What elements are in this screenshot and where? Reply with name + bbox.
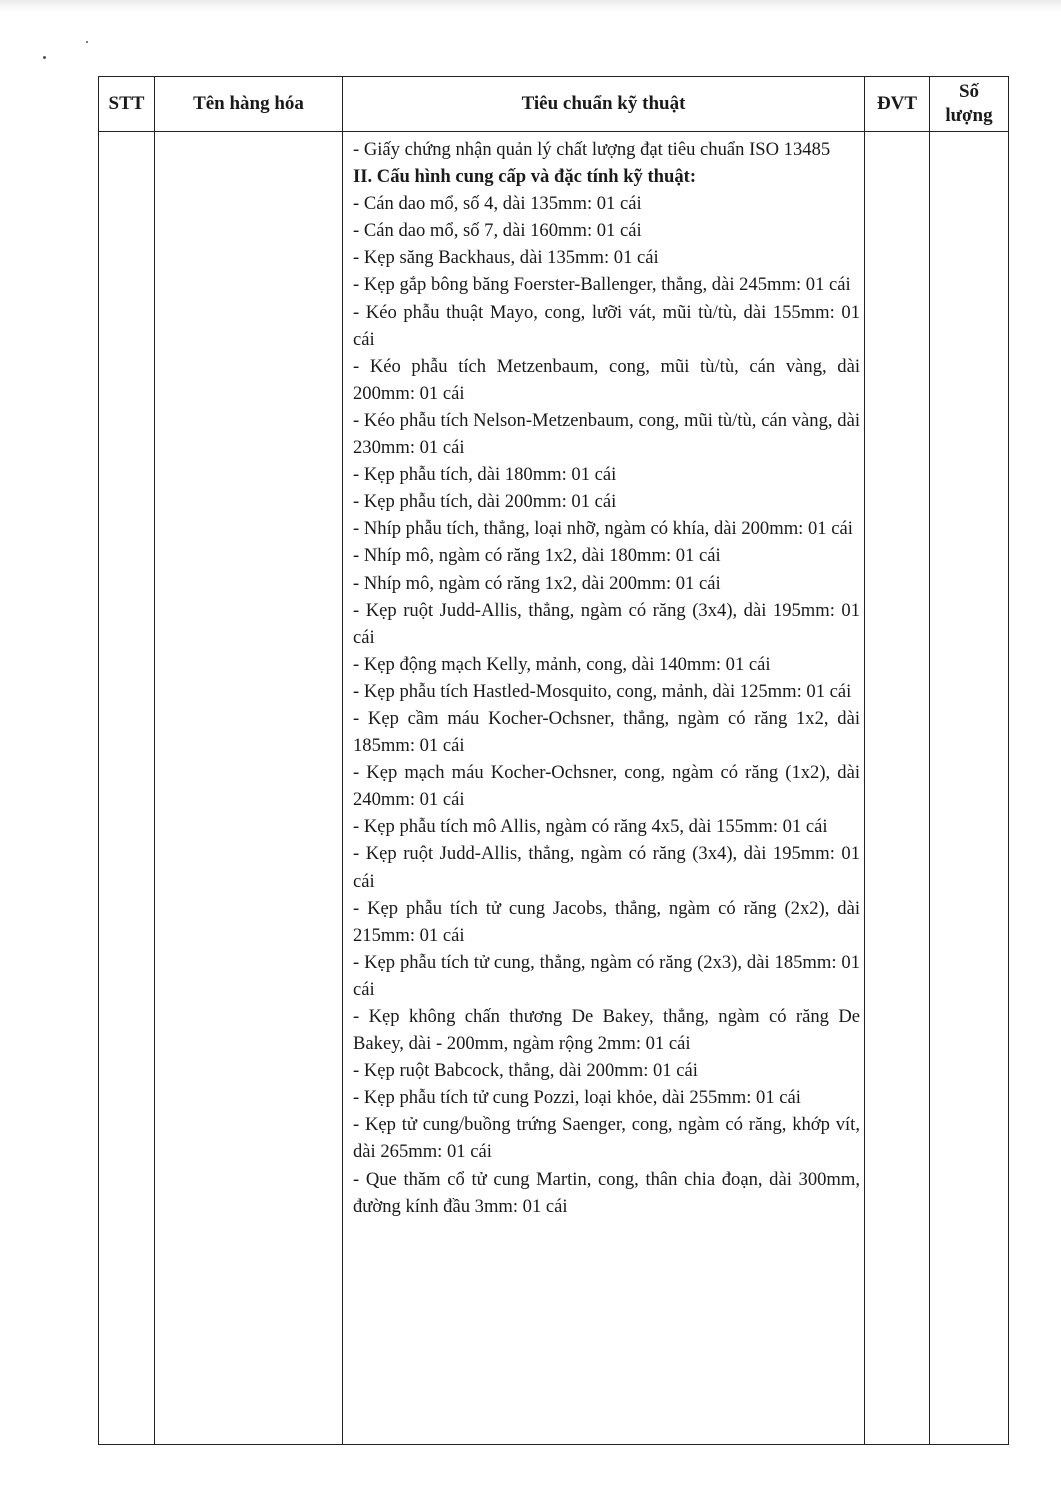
header-quantity-line2: lượng (945, 105, 993, 126)
spec-line: - Nhíp mô, ngàm có răng 1x2, dài 200mm: 01 cái (353, 572, 721, 594)
cell-stt (99, 132, 155, 1445)
spec-line: - Kẹp không chấn thương De Bakey, thẳng, ngàm có răng De Bakey, dài - 200mm, ngàm rộng 2mm: 01 cái (353, 1006, 860, 1055)
cell-quantity (930, 132, 1009, 1445)
spec-line: - Nhíp mô, ngàm có răng 1x2, dài 180mm: 01 cái (353, 545, 721, 567)
header-stt: STT (99, 77, 155, 132)
spec-list (353, 136, 860, 1220)
spec-line: - Cán dao mổ, số 4, dài 135mm: 01 cái (353, 193, 642, 215)
cell-item-name (155, 132, 343, 1445)
header-quantity (930, 77, 1009, 132)
spec-line: - Nhíp phẫu tích, thẳng, loại nhỡ, ngàm có khía, dài 200mm: 01 cái (353, 518, 853, 540)
header-quantity-line1: Số (958, 81, 980, 102)
header-technical-spec: Tiêu chuẩn kỹ thuật (343, 77, 865, 132)
spec-line: - Kẹp phẫu tích Hastled-Mosquito, cong, mảnh, dài 125mm: 01 cái (353, 680, 852, 702)
spec-line: - Kẹp động mạch Kelly, mảnh, cong, dài 140mm: 01 cái (353, 653, 771, 675)
scan-speck (86, 41, 88, 43)
spec-table (98, 76, 1009, 1445)
spec-line: - Kẹp ruột Judd-Allis, thẳng, ngàm có răng (3x4), dài 195mm: 01 cái (353, 843, 860, 892)
spec-line: - Kẹp phẫu tích, dài 180mm: 01 cái (353, 464, 617, 486)
header-unit: ĐVT (865, 77, 930, 132)
spec-line: - Kẹp mạch máu Kocher-Ochsner, cong, ngàm có răng (1x2), dài 240mm: 01 cái (353, 762, 860, 811)
spec-line: - Cán dao mổ, số 7, dài 160mm: 01 cái (353, 220, 642, 242)
spec-line: - Kẹp phẫu tích, dài 200mm: 01 cái (353, 491, 617, 513)
spec-line: - Kéo phẫu tích Metzenbaum, cong, mũi tù/tù, cán vàng, dài 200mm: 01 cái (353, 355, 860, 404)
spec-line: - Kéo phẫu tích Nelson-Metzenbaum, cong, mũi tù/tù, cán vàng, dài 230mm: 01 cái (353, 409, 860, 459)
spec-line: - Giấy chứng nhận quản lý chất lượng đạt tiêu chuẩn ISO 13485 (353, 139, 831, 160)
spec-line: - Kẹp gắp bông băng Foerster-Ballenger, thẳng, dài 245mm: 01 cái (353, 274, 851, 296)
spec-line: - Kẹp phẫu tích mô Allis, ngàm có răng 4x5, dài 155mm: 01 cái (353, 816, 828, 838)
scan-speck (43, 56, 46, 59)
spec-line: - Kẹp tử cung/buồng trứng Saenger, cong, ngàm có răng, khớp vít, dài 265mm: 01 cái (353, 1114, 860, 1163)
table-header-row (99, 77, 1009, 132)
spec-line: - Kẹp săng Backhaus, dài 135mm: 01 cái (353, 247, 659, 269)
spec-line: - Kẹp ruột Judd-Allis, thẳng, ngàm có răng (3x4), dài 195mm: 01 cái (353, 599, 860, 648)
spec-line: - Kẹp ruột Babcock, thẳng, dài 200mm: 01 cái (353, 1060, 698, 1082)
spec-line: - Kẹp phẫu tích tử cung Pozzi, loại khỏe, dài 255mm: 01 cái (353, 1087, 801, 1109)
table-row (99, 132, 1009, 1445)
spec-line: - Kẹp phẫu tích tử cung Jacobs, thẳng, ngàm có răng (2x2), dài 215mm: 01 cái (353, 897, 860, 946)
spec-line: - Kẹp cầm máu Kocher-Ochsner, thẳng, ngàm có răng 1x2, dài 185mm: 01 cái (353, 707, 860, 757)
spec-line: - Kẹp phẫu tích tử cung, thẳng, ngàm có răng (2x3), dài 185mm: 01 cái (353, 951, 860, 1000)
spec-section-heading: II. Cấu hình cung cấp và đặc tính kỹ thuật: (353, 166, 697, 188)
cell-unit (865, 132, 930, 1445)
spec-line: - Kéo phẫu thuật Mayo, cong, lưỡi vát, mũi tù/tù, dài 155mm: 01 cái (353, 301, 860, 350)
cell-technical-spec (343, 132, 865, 1445)
header-item-name: Tên hàng hóa (155, 77, 343, 132)
spec-line: - Que thăm cổ tử cung Martin, cong, thân chia đoạn, dài 300mm, đường kính đầu 3mm: 01 cái (353, 1168, 860, 1217)
